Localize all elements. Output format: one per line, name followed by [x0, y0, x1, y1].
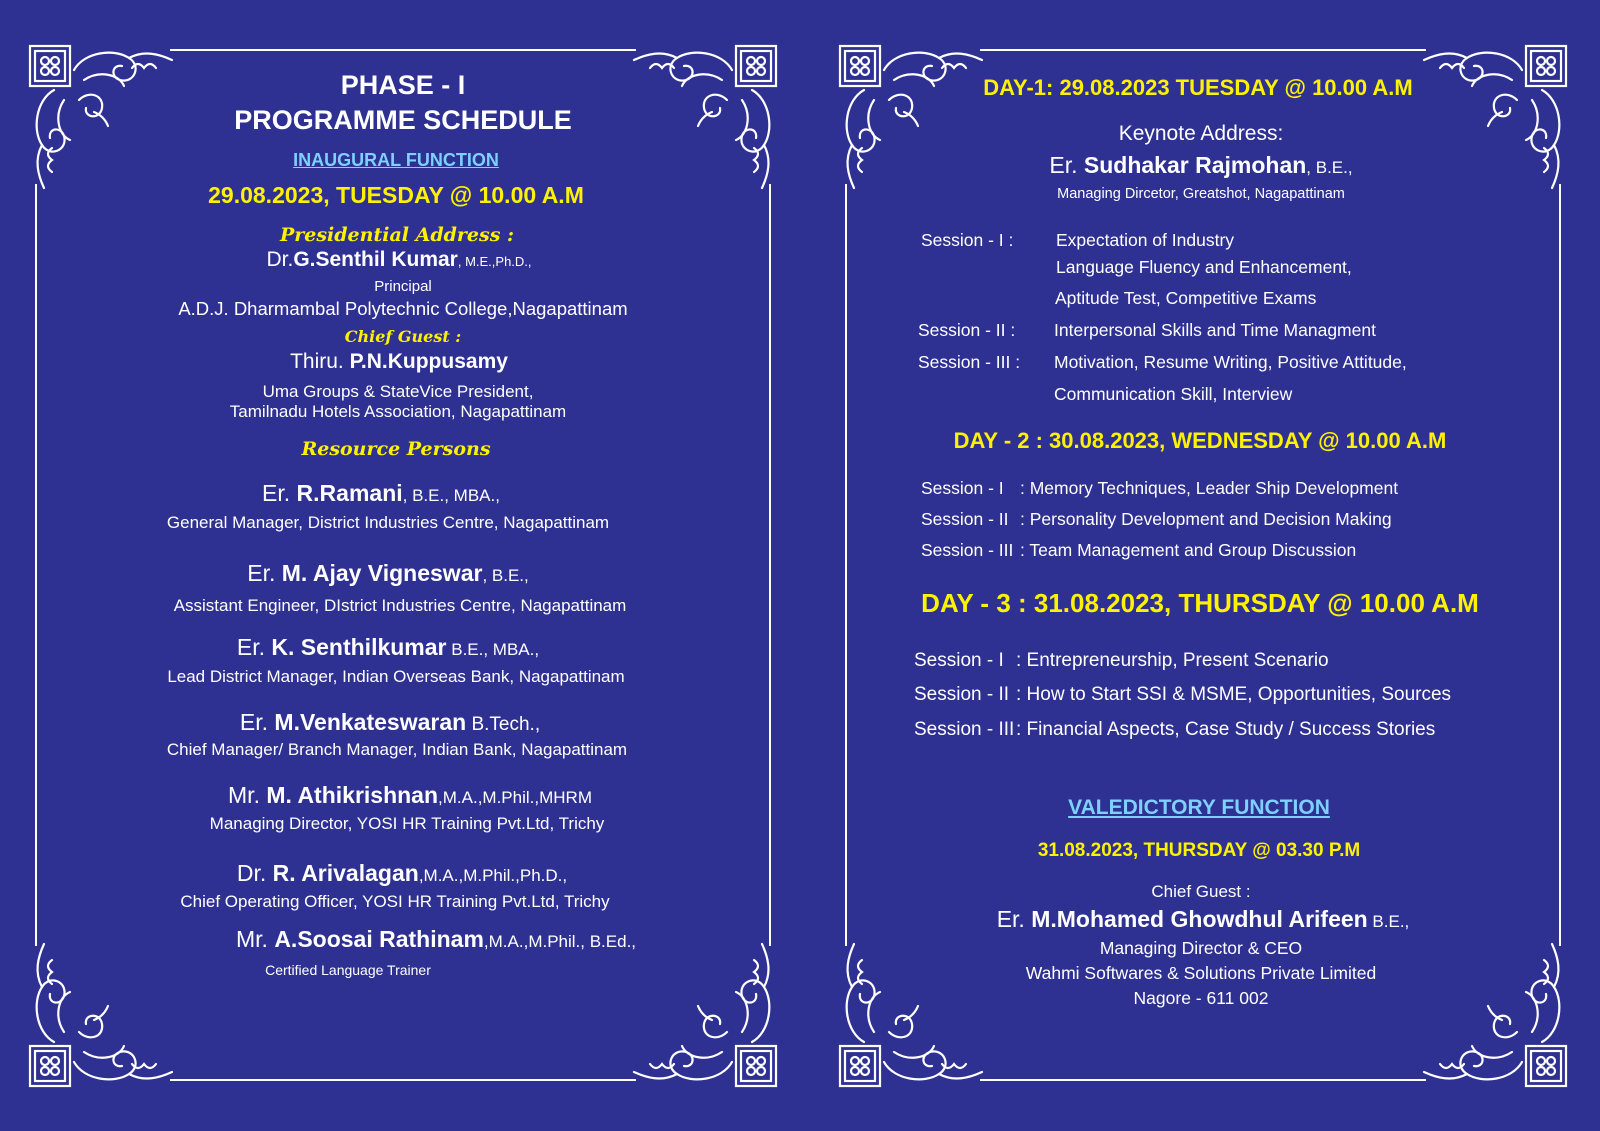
inaugural-date: 29.08.2023, TUESDAY @ 10.00 A.M	[208, 182, 584, 208]
session-topic: Communication Skill, Interview	[1054, 384, 1293, 404]
name-prefix: Mr.	[235, 926, 275, 952]
session-label: Session - III	[914, 719, 1015, 740]
degree-text: ,M.A.,M.Phil., B.Ed.,	[483, 932, 637, 951]
person-role: Lead District Manager, Indian Overseas Bank, Nagapattinam	[167, 667, 625, 686]
name-prefix: Er.	[236, 634, 272, 660]
val-chief-guest-line1: Managing Director & CEO	[1099, 938, 1303, 958]
degree-text: , B.E., MBA.,	[402, 486, 500, 505]
name-text: M.Venkateswaran	[274, 709, 467, 735]
session-label: Session - II	[921, 509, 1009, 529]
left-panel	[30, 44, 776, 1086]
val-chief-guest-label: Chief Guest :	[1151, 882, 1251, 901]
day1-heading: DAY-1: 29.08.2023 TUESDAY @ 10.00 A.M	[983, 75, 1413, 100]
resource-persons-label: Resource Persons	[301, 438, 491, 460]
name-prefix: Dr.	[266, 248, 294, 271]
name-text: M.Mohamed Ghowdhul Arifeen	[1031, 906, 1368, 932]
session-label: Session - III	[921, 540, 1014, 560]
name-prefix: Mr.	[228, 782, 267, 808]
session-topic: : Financial Aspects, Case Study / Success Stories	[1016, 719, 1436, 740]
session-topic: : Entrepreneurship, Present Scenario	[1016, 650, 1329, 671]
chief-guest-line1: Uma Groups & StateVice President,	[262, 382, 534, 401]
session-label: Session - II :	[918, 320, 1016, 340]
chief-guest-line2: Tamilnadu Hotels Association, Nagapattinam	[229, 402, 567, 421]
session-topic: : How to Start SSI & MSME, Opportunities, Sources	[1016, 684, 1452, 705]
session-topic: Language Fluency and Enhancement,	[1056, 257, 1352, 277]
person-role: Chief Operating Officer, YOSI HR Training Pvt.Ltd, Trichy	[180, 892, 610, 911]
person-role: General Manager, District Industries Centre, Nagapattinam	[166, 513, 610, 532]
name-text: M. Athikrishnan	[266, 782, 439, 808]
name-prefix: Er.	[262, 480, 297, 506]
person-name	[4, 709, 776, 736]
person-name	[0, 480, 776, 507]
session-label: Session - I	[914, 650, 1004, 671]
president-org: A.D.J. Dharmambal Polytechnic College,Nagapattinam	[178, 298, 628, 319]
name-text: K. Senthilkumar	[271, 634, 447, 660]
name-text: M. Ajay Vigneswar	[281, 560, 483, 586]
name-prefix: Er.	[1049, 152, 1084, 178]
session-label: Session - I :	[921, 230, 1014, 250]
degree-text: B.E.,	[1367, 912, 1410, 931]
name-prefix: Dr.	[236, 860, 273, 886]
phase-title: PHASE - I	[340, 70, 466, 100]
person-role: Assistant Engineer, DIstrict Industries Centre, Nagapattinam	[173, 596, 627, 615]
degree-text: , M.E.,Ph.D.,	[457, 254, 532, 269]
person-name	[28, 860, 776, 887]
session-label: Session - II	[914, 684, 1010, 705]
session-label: Session - I	[921, 478, 1004, 498]
name-text: Sudhakar Rajmohan	[1083, 152, 1307, 178]
right-panel	[840, 44, 1566, 1086]
session-topic: : Team Management and Group Discussion	[1020, 540, 1357, 560]
session-label: Session - III :	[918, 352, 1021, 372]
degree-text: ,M.A.,M.Phil.,Ph.D.,	[418, 866, 568, 885]
name-prefix: Er.	[239, 709, 275, 735]
session-topic: Motivation, Resume Writing, Positive Attitude,	[1054, 352, 1407, 372]
name-text: R.Ramani	[296, 480, 403, 506]
name-text: R. Arivalagan	[272, 860, 419, 886]
session-topic: : Personality Development and Decision Making	[1020, 509, 1392, 529]
session-topic: : Memory Techniques, Leader Ship Development	[1020, 478, 1399, 498]
name-text: A.Soosai Rathinam	[274, 926, 484, 952]
chief-guest-name	[22, 350, 776, 374]
val-chief-guest-name	[840, 906, 1566, 933]
degree-text: ,M.A.,M.Phil.,MHRM	[438, 788, 592, 807]
president-role: Principal	[374, 278, 432, 295]
inaugural-heading: INAUGURAL FUNCTION	[293, 150, 499, 170]
person-name	[0, 634, 776, 661]
person-name	[96, 926, 776, 953]
programme-schedule-title: PROGRAMME SCHEDULE	[234, 105, 572, 135]
chief-guest-label: Chief Guest :	[344, 327, 462, 346]
val-chief-guest-line3: Nagore - 611 002	[1133, 988, 1269, 1008]
session-topic: Aptitude Test, Competitive Exams	[1055, 288, 1317, 308]
session-topic: Expectation of Industry	[1056, 230, 1235, 250]
valedictory-date: 31.08.2023, THURSDAY @ 03.30 P.M	[1037, 840, 1361, 861]
degree-text: B.E., MBA.,	[446, 640, 540, 659]
president-name	[22, 248, 776, 272]
keynote-label: Keynote Address:	[1118, 122, 1284, 145]
day2-heading: DAY - 2 : 30.08.2023, WEDNESDAY @ 10.00 A.M	[953, 428, 1447, 453]
degree-text: B.Tech.,	[466, 714, 541, 735]
name-text: G.Senthil Kumar	[293, 248, 458, 271]
name-prefix: Er.	[247, 560, 282, 586]
keynote-role: Managing Dircetor, Greatshot, Nagapattinam	[1057, 186, 1345, 202]
valedictory-heading: VALEDICTORY FUNCTION	[1068, 796, 1330, 819]
degree-text: , B.E.,	[482, 566, 529, 585]
person-name	[0, 560, 776, 587]
name-text: P.N.Kuppusamy	[349, 350, 508, 373]
degree-text: , B.E.,	[1306, 158, 1353, 177]
keynote-name	[836, 152, 1566, 179]
person-role: Certified Language Trainer	[265, 962, 431, 978]
person-role: Chief Manager/ Branch Manager, Indian Bank, Nagapattinam	[166, 740, 628, 759]
presidential-label: Presidential Address :	[279, 224, 515, 246]
val-chief-guest-line2: Wahmi Softwares & Solutions Private Limited	[1025, 963, 1377, 983]
person-name	[44, 782, 776, 809]
person-role: Managing Director, YOSI HR Training Pvt.Ltd, Trichy	[209, 814, 605, 833]
session-topic: Interpersonal Skills and Time Managment	[1054, 320, 1376, 340]
day3-heading: DAY - 3 : 31.08.2023, THURSDAY @ 10.00 A.M	[921, 588, 1479, 618]
name-prefix: Er.	[996, 906, 1032, 932]
name-prefix: Thiru.	[290, 350, 350, 373]
